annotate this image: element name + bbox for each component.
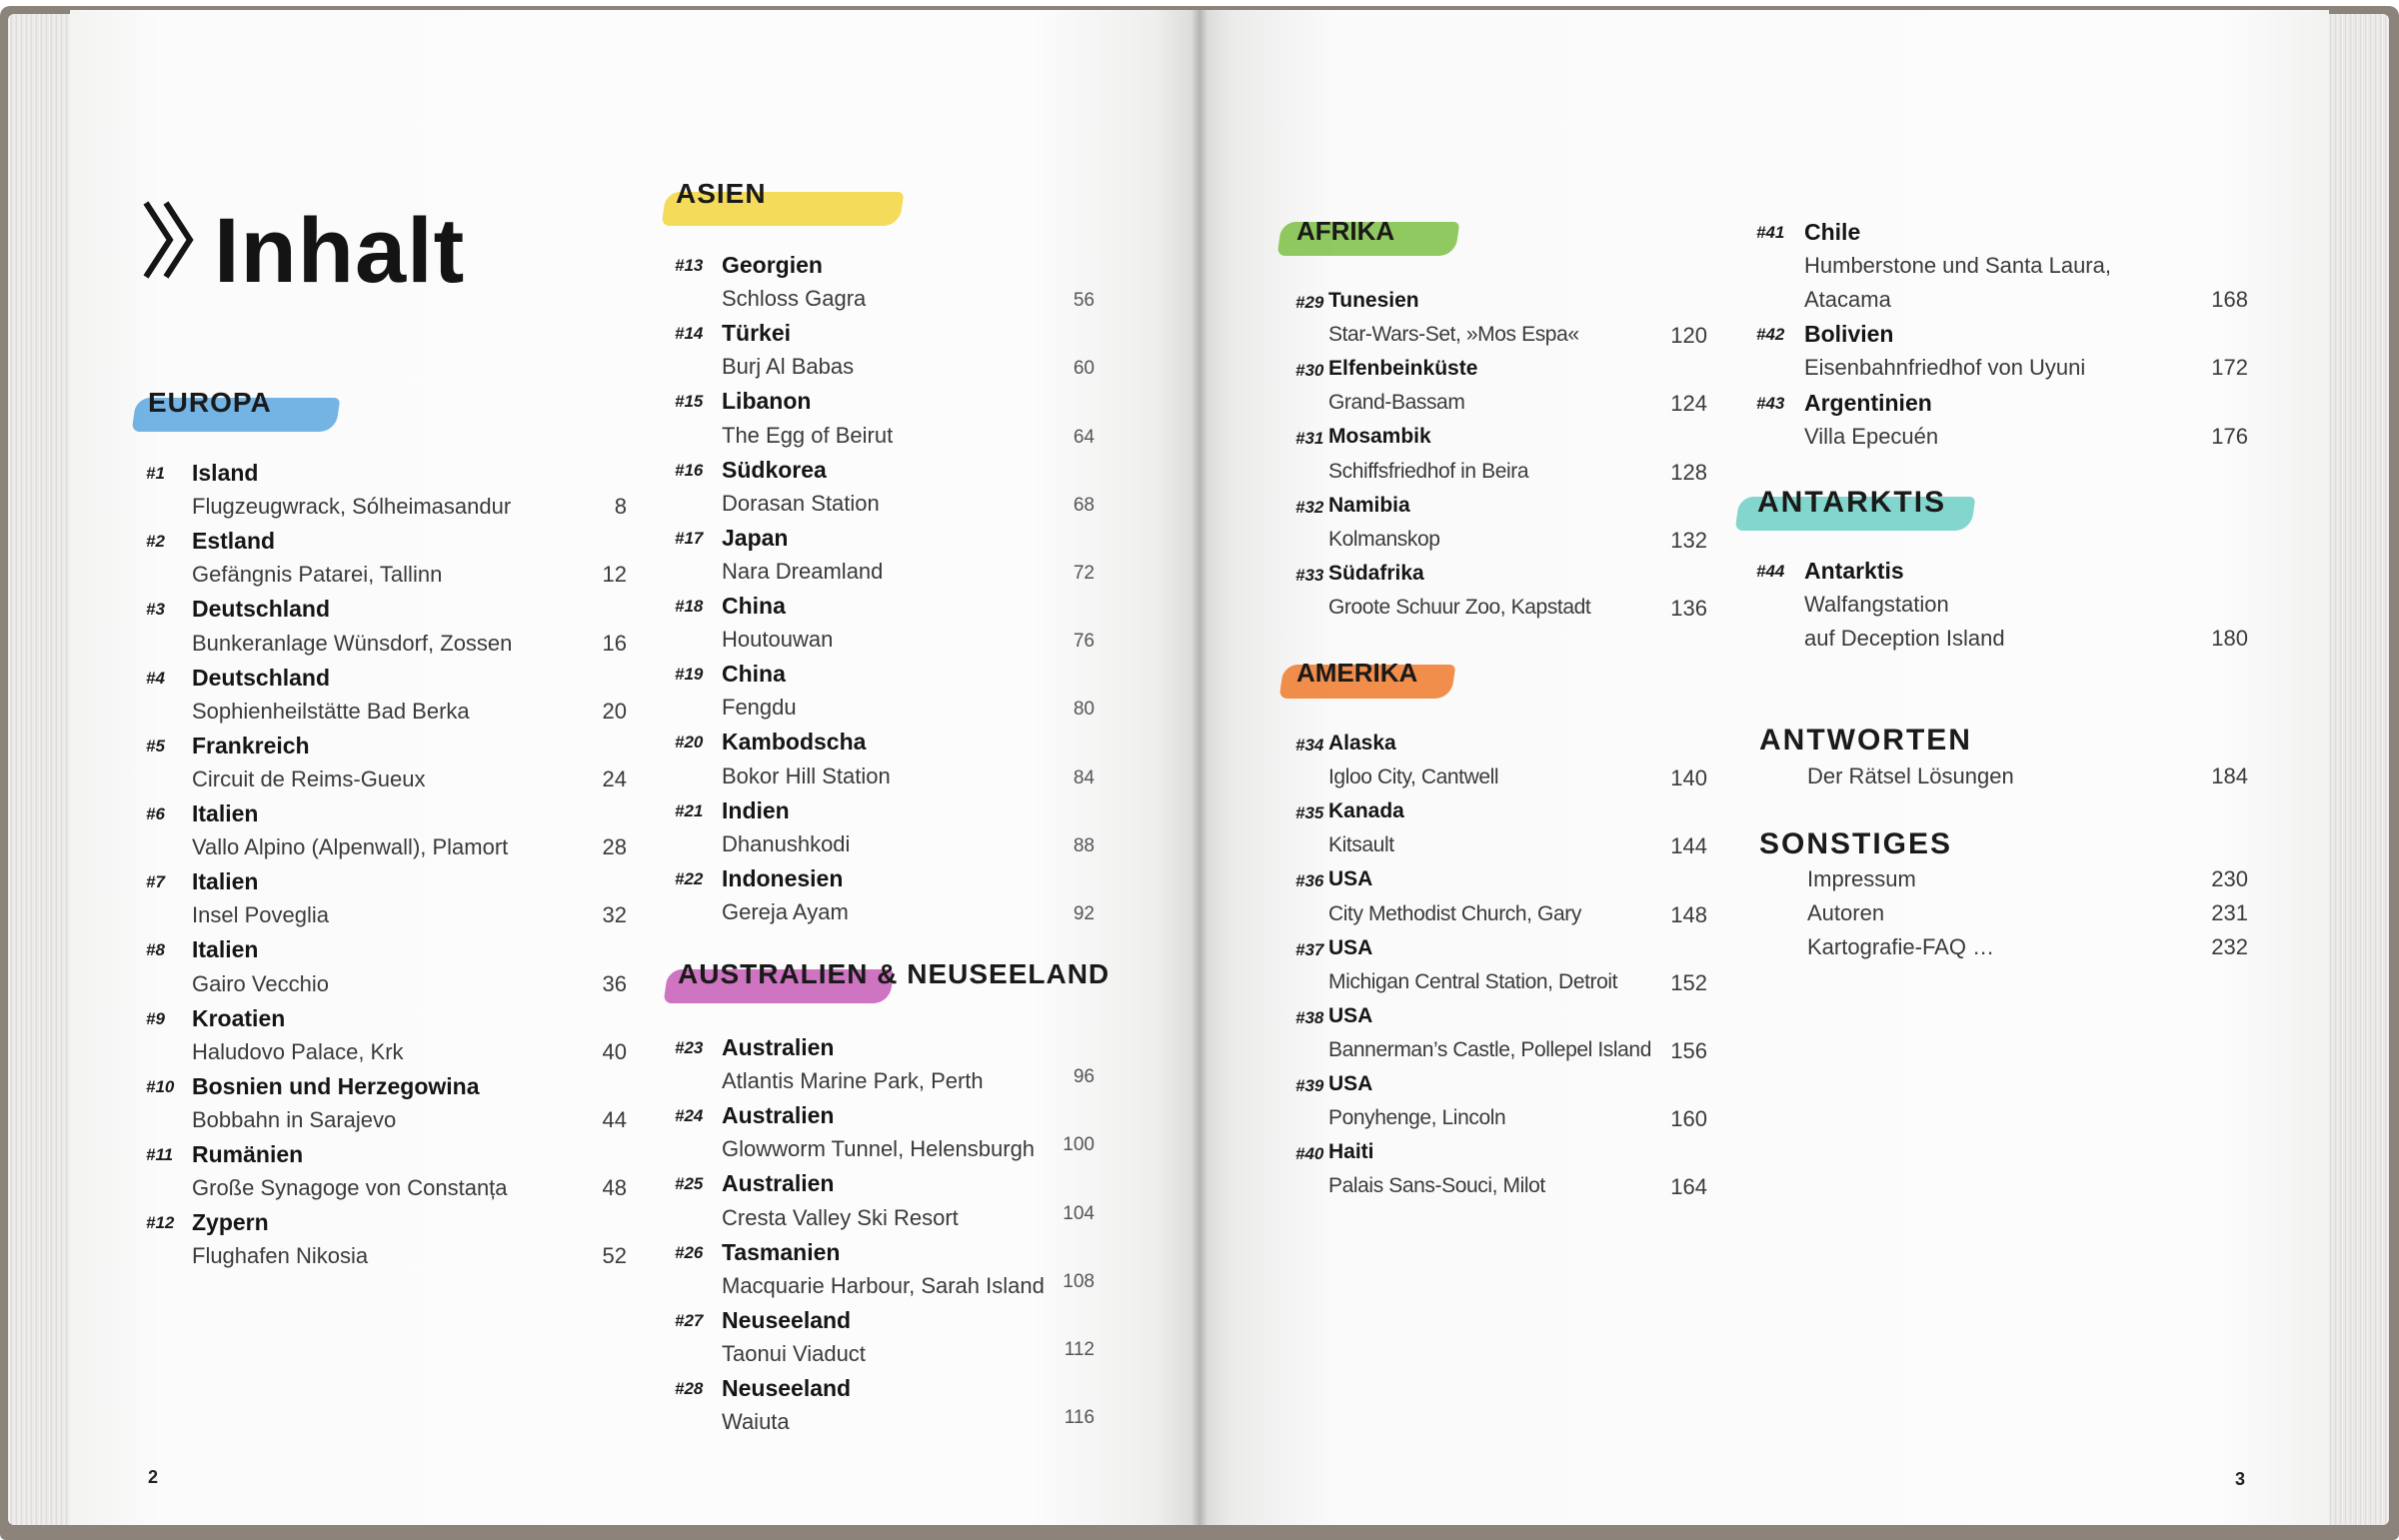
entry-place: Autoren — [1807, 900, 1885, 926]
entry-page-number: 112 — [1064, 1338, 1095, 1360]
entry-country: Frankreich — [192, 732, 310, 759]
entry-place: Eisenbahnfriedhof von Uyuni — [1804, 355, 2086, 381]
entry-page-number: 60 — [1073, 358, 1095, 380]
entry-page-number: 76 — [1073, 631, 1095, 653]
entry-page-number: 120 — [1670, 323, 1707, 349]
entry-place: Kartografie-FAQ … — [1807, 934, 1995, 960]
entry-page-number: 148 — [1670, 901, 1707, 927]
entry-place: Taonui Viaduct — [722, 1340, 866, 1366]
entry-number: #13 — [675, 256, 704, 275]
entry-number: #20 — [675, 733, 704, 753]
section-heading-sonstiges: SONSTIGES — [1759, 827, 1953, 860]
entry-country: USA — [1328, 867, 1373, 891]
entry-place: Dorasan Station — [722, 490, 880, 516]
entry-place: Burj Al Babas — [722, 354, 855, 380]
entry-number: #26 — [675, 1242, 704, 1262]
entry-country: Rumänien — [192, 1141, 304, 1167]
page-title — [140, 195, 465, 307]
entry-number: #24 — [675, 1106, 704, 1126]
entry-number: #19 — [675, 665, 704, 685]
entry-page-number: 176 — [2211, 423, 2248, 449]
entry-page-number: 52 — [602, 1243, 627, 1269]
entry-page-number: 160 — [1670, 1106, 1707, 1132]
entry-place: City Methodist Church, Gary — [1328, 901, 1581, 925]
entry-country: Südafrika — [1328, 561, 1424, 585]
entry-country: USA — [1328, 1072, 1373, 1095]
entry-country: Elfenbeinküste — [1328, 357, 1478, 381]
entry-page-number: 184 — [2211, 764, 2248, 788]
entry-number: #25 — [675, 1174, 704, 1194]
entry-place: Impressum — [1807, 866, 1916, 891]
entry-page-number: 231 — [2211, 900, 2248, 926]
entry-place: Flugzeugwrack, Sólheimasandur — [192, 494, 512, 520]
entry-page-number: 84 — [1073, 767, 1095, 788]
entry-place: Kitsault — [1328, 833, 1394, 857]
entry-place: Nara Dreamland — [722, 558, 884, 584]
entry-place: Groote Schuur Zoo, Kapstadt — [1328, 595, 1591, 619]
entry-number: #21 — [675, 800, 704, 820]
entry-page-number: 80 — [1073, 699, 1095, 721]
title-text: Inhalt — [214, 199, 466, 302]
entry-number: #1 — [146, 464, 165, 483]
entry-page-number: 156 — [1670, 1037, 1707, 1063]
entry-page-number: 168 — [2211, 287, 2248, 313]
entry-country: Italien — [192, 868, 259, 895]
entry-page-number: 20 — [602, 698, 627, 724]
entry-page-number: 232 — [2211, 934, 2248, 960]
entry-place: Gereja Ayam — [722, 898, 849, 924]
entry-place: Bobbahn in Sarajevo — [192, 1106, 397, 1132]
entry-page-number: 56 — [1073, 290, 1095, 312]
page-number-right: 3 — [2235, 1469, 2246, 1489]
entry-place: Glowworm Tunnel, Helensburgh — [722, 1136, 1036, 1162]
entry-country: Japan — [722, 524, 789, 551]
entry-number: #17 — [675, 528, 704, 548]
entry-page-number: 36 — [602, 970, 627, 996]
entry-number: #3 — [146, 600, 165, 620]
entry-number: #36 — [1295, 871, 1324, 891]
entry-country: Mosambik — [1328, 425, 1431, 449]
entry-page-number: 8 — [614, 494, 627, 520]
entry-country: Libanon — [722, 388, 812, 415]
section-heading-antarktis: ANTARKTIS — [1757, 486, 1947, 519]
entry-place: Grand-Bassam — [1328, 391, 1465, 415]
entry-place-line2: auf Deception Island — [1804, 626, 2005, 652]
section-heading-antworten: ANTWORTEN — [1759, 724, 1972, 757]
entry-number: #2 — [146, 532, 165, 552]
entry-number: #35 — [1295, 803, 1324, 823]
entry-page-number: 24 — [602, 766, 627, 791]
entry-place: Schiffsfriedhof in Beira — [1328, 459, 1529, 483]
entry-page-number: 144 — [1670, 833, 1707, 859]
section-heading-asien: ASIEN — [676, 178, 767, 209]
entry-place: Schloss Gagra — [722, 286, 867, 312]
entry-country: Kambodscha — [722, 729, 867, 756]
entry-page-number: 104 — [1063, 1202, 1095, 1224]
entry-country: Bolivien — [1804, 321, 1894, 348]
entry-country: Italien — [192, 800, 259, 826]
entry-country: China — [722, 593, 786, 619]
entry-country: Australien — [722, 1170, 835, 1197]
entry-page-number: 12 — [602, 562, 627, 588]
section-heading-europa: EUROPA — [148, 387, 272, 418]
entry-number: #37 — [1295, 939, 1324, 959]
double-chevron-icon — [140, 195, 200, 307]
entry-number: #40 — [1295, 1144, 1324, 1164]
entry-place: Circuit de Reims-Gueux — [192, 766, 426, 791]
entry-number: #10 — [146, 1076, 175, 1096]
entry-number: #29 — [1295, 293, 1324, 312]
entry-page-number: 88 — [1073, 834, 1095, 856]
entry-page-number: 128 — [1670, 459, 1707, 485]
entry-place: Star-Wars-Set, »Mos Espa« — [1328, 323, 1579, 347]
entry-number: #41 — [1756, 223, 1785, 242]
entry-number: #15 — [675, 392, 704, 412]
entry-number: #22 — [675, 868, 704, 888]
entry-page-number: 180 — [2211, 626, 2248, 652]
entry-page-number: 230 — [2211, 866, 2248, 891]
entry-page-number: 100 — [1063, 1134, 1095, 1156]
entry-country: Antarktis — [1804, 558, 1904, 584]
entry-country: USA — [1328, 935, 1373, 959]
entry-number: #43 — [1756, 393, 1785, 413]
section-heading-amerika: AMERIKA — [1296, 658, 1418, 688]
entry-page-number: 68 — [1073, 494, 1095, 516]
section-heading-australien: AUSTRALIEN & NEUSEELAND — [678, 958, 1111, 989]
entry-place: Igloo City, Cantwell — [1328, 766, 1499, 789]
entry-country: Kroatien — [192, 1004, 286, 1031]
entry-page-number: 64 — [1073, 426, 1095, 448]
entry-country: Südkorea — [722, 456, 827, 483]
entry-number: #33 — [1295, 565, 1324, 585]
entry-place: Große Synagoge von Constanța — [192, 1175, 508, 1201]
entry-country: Bosnien und Herzegowina — [192, 1072, 480, 1099]
entry-country: Zypern — [192, 1209, 269, 1236]
entry-number: #42 — [1756, 325, 1785, 345]
entry-place: Cresta Valley Ski Resort — [722, 1204, 959, 1230]
entry-place: Bokor Hill Station — [722, 763, 891, 788]
entry-page-number: 28 — [602, 834, 627, 860]
entry-number: #30 — [1295, 361, 1324, 381]
entry-place: Gairo Vecchio — [192, 970, 329, 996]
entry-page-number: 116 — [1064, 1407, 1095, 1429]
page-edges-left — [8, 14, 78, 1525]
entry-place: Waiuta — [722, 1409, 790, 1435]
entry-number: #6 — [146, 804, 165, 823]
entry-number: #28 — [675, 1379, 704, 1398]
entry-place: Haludovo Palace, Krk — [192, 1038, 404, 1064]
entry-country: Indien — [722, 796, 790, 823]
entry-number: #12 — [146, 1213, 175, 1233]
entry-page-number: 108 — [1063, 1270, 1095, 1292]
entry-place: Atlantis Marine Park, Perth — [722, 1068, 984, 1094]
entry-country: Namibia — [1328, 493, 1410, 517]
entry-country: Tasmanien — [722, 1238, 841, 1265]
entry-place-line2: Atacama — [1804, 287, 1891, 313]
entry-country: Tunesien — [1328, 289, 1419, 312]
entry-number: #32 — [1295, 497, 1324, 517]
entry-number: #14 — [675, 324, 704, 344]
entry-place: The Egg of Beirut — [722, 422, 894, 448]
entry-place: Dhanushkodi — [722, 830, 851, 856]
entry-country: Georgien — [722, 252, 823, 278]
entry-place: Fengdu — [722, 695, 797, 721]
entry-number: #18 — [675, 597, 704, 616]
page-edges-right — [2319, 14, 2389, 1525]
entry-number: #5 — [146, 736, 165, 756]
entry-page-number: 32 — [602, 902, 627, 928]
entry-country: Argentinien — [1804, 389, 1932, 416]
entry-number: #11 — [146, 1145, 174, 1164]
entry-number: #38 — [1295, 1007, 1324, 1027]
entry-country: Deutschland — [192, 596, 331, 623]
entry-country: Deutschland — [192, 664, 331, 691]
page-number-left: 2 — [148, 1467, 159, 1487]
entry-country: Neuseeland — [722, 1306, 852, 1333]
entry-country: Indonesien — [722, 864, 844, 891]
entry-page-number: 96 — [1073, 1066, 1095, 1088]
entry-place: Gefängnis Patarei, Tallinn — [192, 562, 443, 588]
entry-number: #23 — [675, 1038, 704, 1057]
entry-place: Vallo Alpino (Alpenwall), Plamort — [192, 834, 509, 860]
entry-page-number: 136 — [1670, 595, 1707, 621]
entry-place: Sophienheilstätte Bad Berka — [192, 698, 470, 724]
entry-page-number: 172 — [2211, 355, 2248, 381]
entry-country: Australien — [722, 1102, 835, 1129]
entry-number: #9 — [146, 1008, 165, 1028]
entry-page-number: 164 — [1670, 1174, 1707, 1200]
book-gutter — [1192, 10, 1207, 1525]
section-heading-afrika: AFRIKA — [1296, 216, 1395, 246]
entry-place: Bunkeranlage Wünsdorf, Zossen — [192, 630, 513, 656]
entry-place: Michigan Central Station, Detroit — [1328, 969, 1618, 993]
entry-page-number: 16 — [602, 630, 627, 656]
entry-country: Island — [192, 460, 259, 486]
entry-place: Flughafen Nikosia — [192, 1243, 369, 1269]
entry-number: #4 — [146, 668, 165, 688]
entry-page-number: 152 — [1670, 969, 1707, 995]
entry-page-number: 44 — [602, 1106, 627, 1132]
entry-country: Kanada — [1328, 799, 1404, 823]
entry-page-number: 140 — [1670, 766, 1707, 791]
entry-number: #7 — [146, 872, 165, 892]
entry-country: China — [722, 661, 786, 688]
entry-country: USA — [1328, 1003, 1373, 1027]
entry-country: Chile — [1804, 219, 1861, 245]
entry-country: Italien — [192, 936, 259, 963]
entry-country: Alaska — [1328, 732, 1396, 755]
entry-place: Houtouwan — [722, 627, 834, 653]
entry-number: #44 — [1756, 562, 1785, 581]
entry-page-number: 124 — [1670, 391, 1707, 417]
entry-place: Palais Sans-Souci, Milot — [1328, 1174, 1545, 1198]
entry-page-number: 72 — [1073, 562, 1095, 584]
entry-number: #39 — [1295, 1076, 1324, 1095]
entry-place: Kolmanskop — [1328, 527, 1440, 551]
entry-page-number: 92 — [1073, 902, 1095, 924]
entry-place: Walfangstation — [1804, 592, 1949, 618]
entry-place: Bannerman’s Castle, Pollepel Island — [1328, 1037, 1651, 1061]
entry-place: Insel Poveglia — [192, 902, 329, 928]
entry-place: Humberstone und Santa Laura, — [1804, 253, 2111, 279]
entry-country: Haiti — [1328, 1140, 1374, 1164]
entry-number: #34 — [1295, 736, 1324, 755]
entry-place: Villa Epecuén — [1804, 423, 1939, 449]
entry-number: #31 — [1295, 429, 1324, 449]
entry-country: Neuseeland — [722, 1375, 852, 1401]
entry-number: #27 — [675, 1310, 704, 1330]
entry-country: Türkei — [722, 320, 792, 347]
entry-number: #16 — [675, 460, 704, 480]
entry-page-number: 48 — [602, 1175, 627, 1201]
entry-place: Macquarie Harbour, Sarah Island — [722, 1272, 1045, 1298]
entry-country: Estland — [192, 528, 276, 555]
entry-number: #8 — [146, 940, 165, 960]
entry-place: Der Rätsel Lösungen — [1807, 764, 2014, 788]
entry-country: Australien — [722, 1034, 835, 1060]
entry-page-number: 40 — [602, 1038, 627, 1064]
entry-page-number: 132 — [1670, 527, 1707, 553]
entry-place: Ponyhenge, Lincoln — [1328, 1106, 1506, 1130]
